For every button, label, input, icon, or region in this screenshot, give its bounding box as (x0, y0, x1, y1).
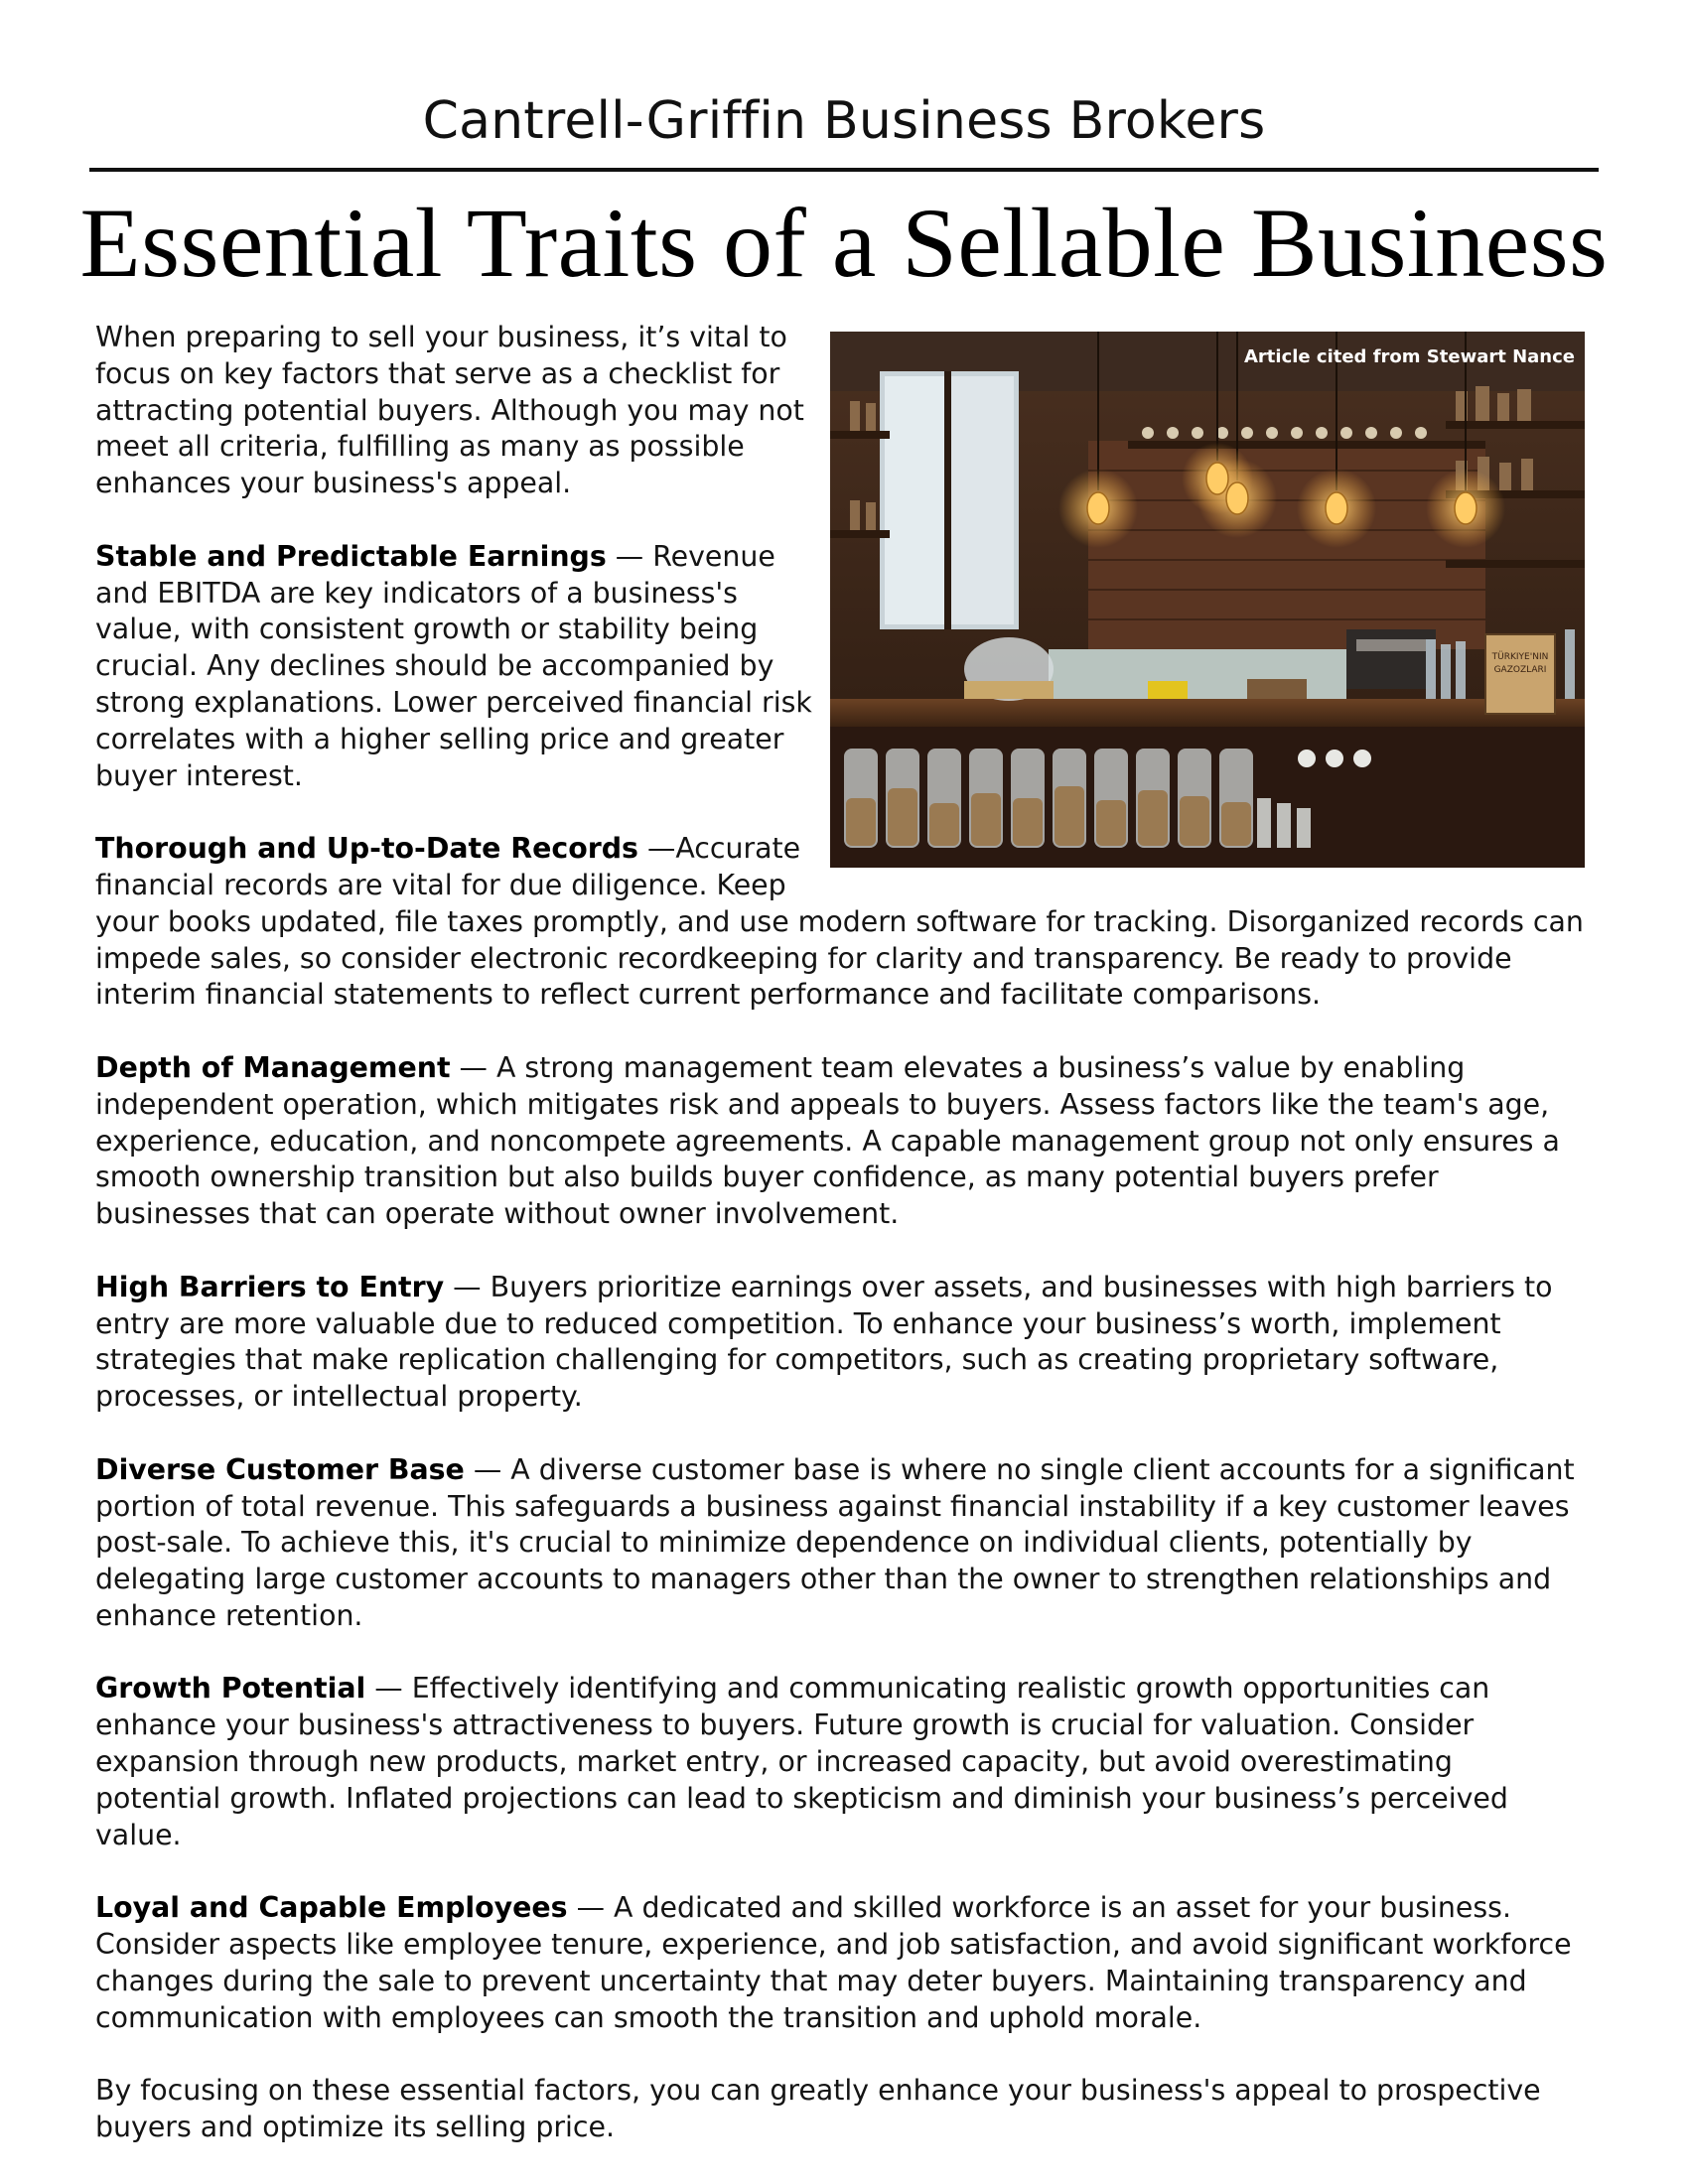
section-separator: — (567, 1891, 615, 1925)
section-separator: — (464, 1452, 511, 1486)
section-text: A dedicated and skilled workforce is an asset for your business. Consider aspects like employee tenure, experience, and job satisfaction, and avoid significant workforce changes during the sale to prevent uncertainty that may deter buyers. Maintaining transparency and communication with employees can smooth the transition and uphold morale. (95, 1891, 1572, 2034)
photo-credit: Article cited from Stewart Nance (1244, 346, 1575, 367)
section-title: High Barriers to Entry (95, 1270, 445, 1303)
section-text: Accurate financial records are vital for due diligence. Keep your books updated, file taxes promptly, and use modern software for tracking. Disorganized records can impede sales, so consider electronic recordkeeping for clarity and transparency. Be ready to provide interim financial statements to reflect current performance and facilitate comparisons. (95, 832, 1584, 1012)
cafe-interior-photo (830, 332, 1585, 868)
section-text: A strong management team elevates a business’s value by enabling independent operation, which mitigates risk and appeals to buyers. Assess factors like the team's age, experience, education, and noncompete agreements. A capable management group not only ensures a smooth ownership transition but also builds buyer confidence, as many potential buyers prefer businesses that can operate without owner involvement. (95, 1050, 1560, 1231)
section-paragraph (95, 1890, 1585, 2036)
section-paragraph (95, 1452, 1585, 1635)
section-separator: — (365, 1672, 412, 1706)
section-separator: — (637, 832, 676, 866)
section-text: A diverse customer base is where no single client accounts for a significant portion of total revenue. This safeguards a business against financial instability if a key customer leaves post-sale. To achieve this, it's crucial to minimize dependence on individual clients, potentially by delegating large customer accounts to managers other than the owner to strengthen relationships and enhance retention. (95, 1452, 1575, 1632)
box-label: GAZOZLARI (1493, 665, 1547, 675)
section-text: Buyers prioritize earnings over assets, and businesses with high barriers to entry are more valuable due to reduced competition. To enhance your business’s worth, implement strategies that make replication challenging for competitors, such as creating proprietary software, processes, or intellectual property. (95, 1270, 1553, 1414)
section-paragraph (95, 1270, 1585, 1416)
section-separator: — (606, 539, 653, 573)
section-title: Stable and Predictable Earnings (95, 539, 607, 573)
section-text: Effectively identifying and communicating realistic growth opportunities can enhance your business's attractiveness to buyers. Future growth is crucial for valuation. Consider expansion through new products, market entry, or increased capacity, but avoid overestimating potential growth. Inflated projections can lead to skepticism and diminish your business’s perceived value. (95, 1672, 1508, 1851)
intro-paragraph: When preparing to sell your business, it’s vital to focus on key factors that serve as a checklist for attracting potential buyers. Although you may not meet all criteria, fulfilling as many as possible enhances your business's appeal. (95, 321, 804, 500)
section-separator: — (444, 1270, 491, 1303)
section-paragraph (95, 1671, 1585, 1853)
section-title: Loyal and Capable Employees (95, 1891, 568, 1925)
section-title: Depth of Management (95, 1050, 451, 1084)
section-title: Growth Potential (95, 1672, 366, 1706)
section-title: Thorough and Up-to-Date Records (95, 832, 638, 866)
conclusion-paragraph: By focusing on these essential factors, you can greatly enhance your business's appeal to prospective buyers and optimize its selling price. (95, 2074, 1541, 2144)
box-label: TÜRKIYE'NIN (1491, 652, 1549, 662)
company-name: Cantrell-Griffin Business Brokers (422, 91, 1266, 151)
section-paragraph (95, 1050, 1585, 1233)
article-body (95, 320, 1585, 2183)
section-title: Diverse Customer Base (95, 1452, 465, 1486)
header-divider (89, 168, 1599, 172)
article-headline: Essential Traits of a Sellable Business (79, 188, 1609, 298)
section-separator: — (450, 1050, 496, 1084)
cafe-illustration (830, 332, 1585, 868)
section-text: Revenue and EBITDA are key indicators of a business's value, with consistent growth or stability being crucial. Any declines should be accompanied by strong explanations. Lower perceived financial risk correlates with a higher selling price and greater buyer interest. (95, 539, 812, 792)
